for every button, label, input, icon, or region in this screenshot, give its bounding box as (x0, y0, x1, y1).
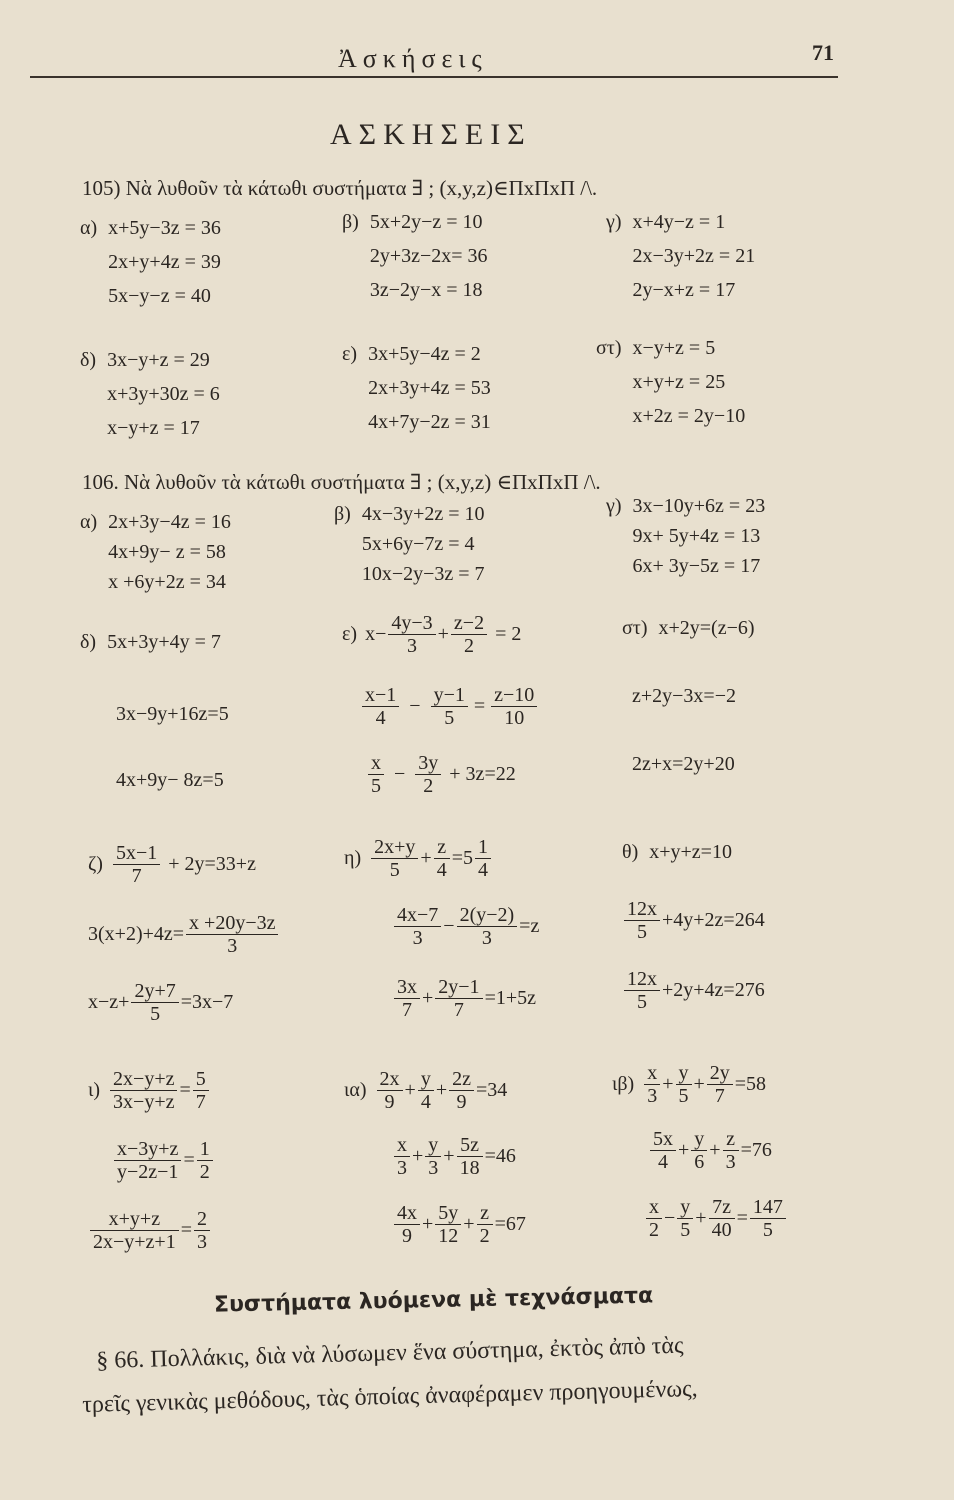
frac-numerator: 1 (475, 836, 491, 859)
frac-denominator: 2x−y+z+1 (93, 1231, 176, 1253)
frac-denominator: 5 (680, 1219, 691, 1241)
frac-denominator: 10 (504, 707, 525, 729)
ex105-a-label: α) (80, 217, 98, 239)
ex106-ib-r1-frac1 (644, 1062, 660, 1107)
ex105-e (342, 344, 491, 439)
frac-denominator: 5 (678, 1085, 689, 1107)
frac-denominator: 5 (150, 1003, 161, 1025)
ex106-intro: 106. Νὰ λυθοῦν τὰ κάτωθι συστήματα ∃ ; (x,y,z) ∈ΠxΠxΠ /\. (82, 470, 601, 494)
ex106-h-row1 (344, 836, 493, 881)
ex106-e-r1-frac2 (451, 612, 487, 657)
ex105-g-label: γ) (606, 211, 622, 233)
frac-numerator: 2z (449, 1068, 474, 1091)
ex106-th-r2-frac1 (624, 898, 660, 943)
ex105-g-eq2: 2x−3y+2z = 21 (632, 245, 756, 267)
frac-numerator: x (644, 1062, 660, 1085)
ex106-e-r3-post: + 3z=22 (449, 763, 516, 785)
ex106-d-eq1: 5x+3y+4y = 7 (107, 631, 221, 653)
frac-denominator: 4 (477, 859, 488, 881)
ex106-i-r2-frac1 (114, 1138, 181, 1183)
frac-denominator: 3 (397, 1157, 407, 1179)
frac-numerator: z (723, 1128, 739, 1151)
ex105-a-eq2: 2x+y+4z = 39 (108, 251, 221, 273)
ex106-e-r1-frac1 (388, 612, 435, 657)
ex106-i-r1-frac2 (193, 1068, 209, 1113)
ex106-ib-r1-post: =58 (734, 1073, 767, 1095)
frac-denominator: 3 (481, 927, 492, 949)
ex106-ia-r2-op2: + (443, 1145, 455, 1167)
ex106-ia-r1-frac3 (449, 1068, 474, 1113)
ex106-z-row1 (88, 842, 256, 887)
ex106-h-label: η) (344, 847, 362, 869)
frac-denominator: 5 (389, 859, 400, 881)
ex106-g-eq2: 9x+ 5y+4z = 13 (632, 525, 761, 547)
ex106-e-row3 (366, 752, 516, 797)
ex106-z-r1-post: + 2y=33+z (168, 853, 256, 875)
frac-numerator: y (418, 1068, 434, 1091)
frac-numerator: 5y (435, 1202, 461, 1225)
ex106-h-r2-post: =z (519, 915, 540, 937)
frac-numerator: 5x (650, 1128, 676, 1151)
frac-denominator: 40 (711, 1219, 732, 1241)
frac-numerator: 4y−3 (388, 612, 435, 635)
ex106-z-r2-frac1 (186, 912, 278, 957)
frac-numerator: z (477, 1202, 493, 1225)
frac-numerator: z (434, 836, 450, 859)
ex106-ib-r3-op: − (664, 1207, 676, 1229)
ex106-e-r2-frac1 (362, 684, 399, 729)
frac-numerator: y (676, 1062, 692, 1085)
ex106-h-r1-frac1 (371, 836, 418, 881)
ex106-i-r1-frac1 (110, 1068, 177, 1113)
ex106-i-label: ι) (88, 1079, 101, 1101)
ex106-h-r2-frac2 (457, 904, 518, 949)
frac-numerator: 12x (624, 968, 660, 991)
ex106-ib-r2-frac3 (723, 1128, 739, 1173)
frac-numerator: x−3y+z (114, 1138, 181, 1161)
frac-denominator: 3 (406, 635, 417, 657)
frac-denominator: 5 (444, 707, 455, 729)
ex106-a-eq2: 4x+9y− z = 58 (108, 541, 226, 563)
ex105-b-label: β) (342, 211, 359, 233)
ex106-h-r1-mid: =5 (451, 847, 473, 869)
ex106-d-label: δ) (80, 631, 97, 653)
ex106-d-eq3: 4x+9y− 8z=5 (116, 769, 224, 791)
frac-numerator: x (646, 1196, 662, 1219)
ex106-b (334, 504, 485, 589)
running-title: Ἀσκήσεις (338, 44, 488, 73)
ex106-st-row1 (622, 618, 755, 638)
frac-denominator: 2 (479, 1225, 490, 1247)
frac-numerator: 147 (750, 1196, 786, 1219)
ex105-st (596, 338, 745, 433)
ex106-b-eq3: 10x−2y−3z = 7 (361, 563, 485, 585)
frac-denominator: 7 (714, 1085, 725, 1107)
frac-denominator: 2 (199, 1161, 210, 1183)
ex106-th-r2-post: +4y+2z=264 (662, 909, 765, 931)
ex106-h-r1-frac2 (434, 836, 450, 881)
frac-numerator: 2y−1 (435, 976, 482, 999)
frac-numerator: z−2 (451, 612, 487, 635)
ex106-i-r3-op: = (180, 1219, 192, 1241)
ex106-e-r1-pre: x− (365, 623, 387, 645)
ex106-a-eq3: x +6y+2z = 34 (108, 571, 226, 593)
ex106-z-label: ζ) (88, 853, 103, 875)
frac-denominator: 3x−y+z (113, 1091, 175, 1113)
ex106-ia-r3-post: =67 (494, 1213, 526, 1235)
frac-denominator: 3 (412, 927, 423, 949)
header-rule (30, 76, 838, 78)
ex106-ib-r3-frac3 (709, 1196, 735, 1241)
ex106-ia-label: ια) (344, 1079, 367, 1101)
ex106-e-r2-mid: = (473, 695, 486, 717)
ex106-ia-r3-frac1 (394, 1202, 420, 1247)
ex105-b-eq2: 2y+3z−2x= 36 (369, 245, 488, 267)
ex106-ib-r3-mid: = (736, 1207, 748, 1229)
frac-denominator: 4 (420, 1091, 431, 1113)
ex106-e-r1-post: = 2 (495, 623, 522, 645)
frac-numerator: x+y+z (90, 1208, 179, 1231)
ex105-e-label: ε) (342, 343, 358, 365)
ex106-e-row2 (360, 684, 539, 729)
ex106-g-eq3: 6x+ 3y−5z = 17 (632, 555, 761, 577)
frac-numerator: 5 (193, 1068, 209, 1091)
ex106-i-r3-frac2 (194, 1208, 210, 1253)
ex106-ib-r3-frac1 (646, 1196, 662, 1241)
page-number: 71 (812, 40, 834, 65)
ex106-a-label: α) (80, 511, 98, 533)
ex106-ia-r1-post: =34 (475, 1079, 508, 1101)
ex106-z-row3 (88, 980, 233, 1025)
frac-numerator: 3x (394, 976, 420, 999)
frac-numerator: y (677, 1196, 693, 1219)
frac-denominator: 3 (227, 935, 238, 957)
ex106-ib-r1-op: + (662, 1073, 674, 1095)
ex106-h-r1-frac3 (475, 836, 491, 881)
frac-denominator: 18 (459, 1157, 480, 1179)
ex106-i-r1-op: = (179, 1079, 191, 1101)
ex106-d-eq2: 3x−9y+16z=5 (116, 703, 229, 725)
ex106-ib-r2-frac2 (691, 1128, 707, 1173)
ex106-d-row1 (80, 632, 221, 652)
ex106-b-eq2: 5x+6y−7z = 4 (361, 533, 475, 555)
ex106-ia-r3-op: + (422, 1213, 434, 1235)
ex106-ib-row1 (612, 1062, 766, 1107)
frac-denominator: 7 (453, 999, 464, 1021)
ex106-z-r3-frac1 (131, 980, 178, 1025)
ex105-st-label: στ) (596, 337, 622, 359)
ex106-st-eq1: x+2y=(z−6) (658, 617, 755, 639)
ex106-i-r2-op: = (183, 1149, 195, 1171)
ex106-e-r1-op: + (437, 623, 449, 645)
frac-numerator: 2x (377, 1068, 403, 1091)
frac-numerator: x−1 (362, 684, 399, 707)
ex105-d-eq3: x−y+z = 17 (107, 417, 200, 439)
ex105-g (606, 212, 755, 307)
ex105-d-eq1: 3x−y+z = 29 (107, 349, 210, 371)
ex106-i-r3-frac1 (90, 1208, 179, 1253)
frac-numerator: 1 (197, 1138, 213, 1161)
frac-numerator: x +20y−3z (186, 912, 278, 935)
frac-denominator: 9 (402, 1225, 412, 1247)
ex106-z-r1-frac1 (113, 842, 160, 887)
ex106-ia-r3-frac3 (477, 1202, 493, 1247)
paragraph-line-1: § 66. Πολλάκις, διὰ νὰ λύσωμεν ἕνα σύστημα, ἐκτὸς ἀπὸ τὰς (96, 1332, 684, 1374)
ex106-h-r2-frac1 (394, 904, 441, 949)
ex106-ib-r2-op2: + (709, 1139, 721, 1161)
ex106-ib-row2 (648, 1128, 772, 1173)
ex106-ib-label: ιβ) (612, 1073, 635, 1095)
ex106-b-label: β) (334, 503, 351, 525)
ex106-e-r3-op: − (394, 763, 406, 785)
frac-denominator: 6 (694, 1151, 705, 1173)
ex106-h-r2-op: − (443, 915, 455, 937)
frac-numerator: 7z (709, 1196, 735, 1219)
frac-denominator: 5 (371, 775, 381, 797)
frac-numerator: y (425, 1134, 441, 1157)
ex106-th-row1 (622, 842, 732, 862)
ex106-ib-r2-post: =76 (740, 1139, 772, 1161)
ex106-e-r3-frac2 (415, 752, 441, 797)
ex106-h-r3-post: =1+5z (484, 987, 536, 1009)
ex105-d-eq2: x+3y+30z = 6 (107, 383, 220, 405)
ex106-ib-r3-op2: + (695, 1207, 707, 1229)
frac-numerator: 2y+7 (131, 980, 178, 1003)
ex106-th-r3-post: +2y+4z=276 (662, 979, 765, 1001)
ex106-st-label: στ) (622, 617, 648, 639)
frac-numerator: 2(y−2) (457, 904, 518, 927)
ex106-z-row2 (88, 912, 280, 957)
ex106-ia-r2-frac2 (425, 1134, 441, 1179)
frac-denominator: 3 (197, 1231, 207, 1253)
frac-denominator: 7 (195, 1091, 206, 1113)
frac-numerator: x (394, 1134, 410, 1157)
frac-numerator: x (368, 752, 384, 775)
ex106-g (606, 496, 765, 581)
frac-denominator: 7 (131, 865, 142, 887)
subsection-title: Συστήματα λυόμενα μὲ τεχνάσματα (213, 1283, 654, 1318)
frac-numerator: 3y (415, 752, 441, 775)
ex106-ib-r1-frac2 (676, 1062, 692, 1107)
ex105-a-eq1: x+5y−3z = 36 (108, 217, 221, 239)
ex106-a (80, 512, 231, 597)
ex106-ia-r1-op: + (404, 1079, 416, 1101)
ex106-g-eq1: 3x−10y+6z = 23 (632, 495, 766, 517)
ex106-ia-r1-op2: + (435, 1079, 448, 1101)
frac-denominator: 3 (428, 1157, 439, 1179)
ex105-e-eq1: 3x+5y−4z = 2 (368, 343, 481, 365)
ex106-ia-row3 (392, 1202, 526, 1247)
ex105-d-label: δ) (80, 349, 97, 371)
frac-numerator: z−10 (491, 684, 537, 707)
ex106-i-row3 (88, 1208, 212, 1253)
frac-denominator: 2 (463, 635, 474, 657)
frac-denominator: 7 (402, 999, 412, 1021)
ex106-h-row2 (392, 904, 539, 949)
ex105-e-eq3: 4x+7y−2z = 31 (368, 411, 491, 433)
frac-numerator: 2y (707, 1062, 733, 1085)
ex106-ib-r1-op2: + (693, 1073, 705, 1095)
ex106-ia-r3-op2: + (463, 1213, 475, 1235)
ex106-z-r3-post: =3x−7 (180, 991, 234, 1013)
ex105-a-eq3: 5x−y−z = 40 (108, 285, 211, 307)
ex105-d (80, 350, 220, 445)
ex106-h-r3-op: + (422, 987, 434, 1009)
ex105-e-eq2: 2x+3y+4z = 53 (368, 377, 491, 399)
ex105-st-eq1: x−y+z = 5 (632, 337, 716, 359)
frac-denominator: 4 (436, 859, 447, 881)
ex106-ib-r3-frac4 (750, 1196, 786, 1241)
ex106-ia-r1-frac1 (377, 1068, 403, 1113)
ex106-e-row1 (342, 612, 521, 657)
ex106-ia-r2-frac3 (457, 1134, 483, 1179)
ex106-ib-row3 (644, 1196, 788, 1241)
ex106-th-row3 (622, 968, 765, 1013)
ex106-h-row3 (392, 976, 536, 1021)
ex106-h-r3-frac2 (435, 976, 482, 1021)
frac-numerator: 2x−y+z (110, 1068, 177, 1091)
ex106-st-eq3: 2z+x=2y+20 (632, 753, 735, 775)
frac-denominator: 9 (384, 1091, 395, 1113)
ex106-ia-r2-frac1 (394, 1134, 410, 1179)
ex106-st-eq2: z+2y−3x=−2 (632, 685, 736, 707)
frac-denominator: 12 (438, 1225, 459, 1247)
ex106-ia-r3-frac2 (435, 1202, 461, 1247)
ex105-b-eq3: 3z−2y−x = 18 (369, 279, 483, 301)
paragraph-line-2: τρεῖς γενικὰς μεθόδους, τὰς ὁποίας ἀναφέραμεν προηγουμένως, (82, 1375, 698, 1418)
ex106-e-r3-frac1 (368, 752, 384, 797)
ex105-b-eq1: 5x+2y−z = 10 (369, 211, 483, 233)
ex106-ib-r2-frac1 (650, 1128, 676, 1173)
ex106-ia-row2 (392, 1134, 516, 1179)
frac-denominator: 4 (658, 1151, 668, 1173)
ex106-i-row1 (88, 1068, 211, 1113)
ex105-b (342, 212, 488, 307)
ex106-e-r2-frac3 (491, 684, 537, 729)
ex106-ia-r2-op: + (412, 1145, 424, 1167)
frac-denominator: 3 (725, 1151, 736, 1173)
ex106-e-r2-frac2 (431, 684, 468, 729)
frac-numerator: 2x+y (371, 836, 418, 859)
frac-denominator: 5 (637, 921, 647, 943)
frac-numerator: y−1 (431, 684, 468, 707)
frac-numerator: y (691, 1128, 707, 1151)
ex106-g-label: γ) (606, 495, 622, 517)
ex105-st-eq3: x+2z = 2y−10 (632, 405, 746, 427)
ex106-th-label: θ) (622, 841, 639, 863)
ex106-th-row2 (622, 898, 765, 943)
ex106-i-row2 (112, 1138, 215, 1183)
frac-denominator: 4 (375, 707, 386, 729)
ex105-g-eq1: x+4y−z = 1 (632, 211, 726, 233)
ex106-ia-r2-post: =46 (484, 1145, 516, 1167)
ex106-a-eq1: 2x+3y−4z = 16 (108, 511, 231, 533)
frac-numerator: 4x (394, 1202, 420, 1225)
ex105-g-eq3: 2y−x+z = 17 (632, 279, 736, 301)
frac-denominator: y−2z−1 (117, 1161, 179, 1183)
ex106-ib-r3-frac2 (677, 1196, 693, 1241)
ex106-i-r2-frac2 (197, 1138, 213, 1183)
ex106-z-r2-pre: 3(x+2)+4z= (88, 923, 185, 945)
section-title: ΑΣΚΗΣΕΙΣ (330, 118, 532, 151)
ex106-h-r3-frac1 (394, 976, 420, 1021)
frac-numerator: 5z (457, 1134, 483, 1157)
frac-denominator: 2 (649, 1219, 659, 1241)
ex106-h-r1-op: + (420, 847, 432, 869)
frac-numerator: 5x−1 (113, 842, 160, 865)
frac-denominator: 2 (423, 775, 434, 797)
ex106-e-r2-op: − (409, 695, 421, 717)
frac-denominator: 3 (647, 1085, 658, 1107)
ex106-ib-r2-op: + (678, 1139, 690, 1161)
frac-numerator: 4x−7 (394, 904, 441, 927)
ex105-st-eq2: x+y+z = 25 (632, 371, 726, 393)
ex106-th-r1: x+y+z=10 (649, 841, 732, 863)
ex105-a (80, 218, 221, 313)
ex106-b-eq1: 4x−3y+2z = 10 (361, 503, 485, 525)
ex106-ia-row1 (344, 1068, 507, 1113)
ex106-ia-r1-frac2 (418, 1068, 434, 1113)
frac-denominator: 9 (456, 1091, 467, 1113)
frac-denominator: 5 (762, 1219, 773, 1241)
ex106-th-r3-frac1 (624, 968, 660, 1013)
frac-denominator: 5 (637, 991, 647, 1013)
ex106-z-r3-pre: x−z+ (88, 991, 130, 1013)
ex106-ib-r1-frac3 (707, 1062, 733, 1107)
ex106-e-label: ε) (342, 623, 358, 645)
frac-numerator: 2 (194, 1208, 210, 1231)
ex105-intro: 105) Νὰ λυθοῦν τὰ κάτωθι συστήματα ∃ ; (x,y,z)∈ΠxΠxΠ /\. (82, 176, 598, 200)
frac-numerator: 12x (624, 898, 660, 921)
